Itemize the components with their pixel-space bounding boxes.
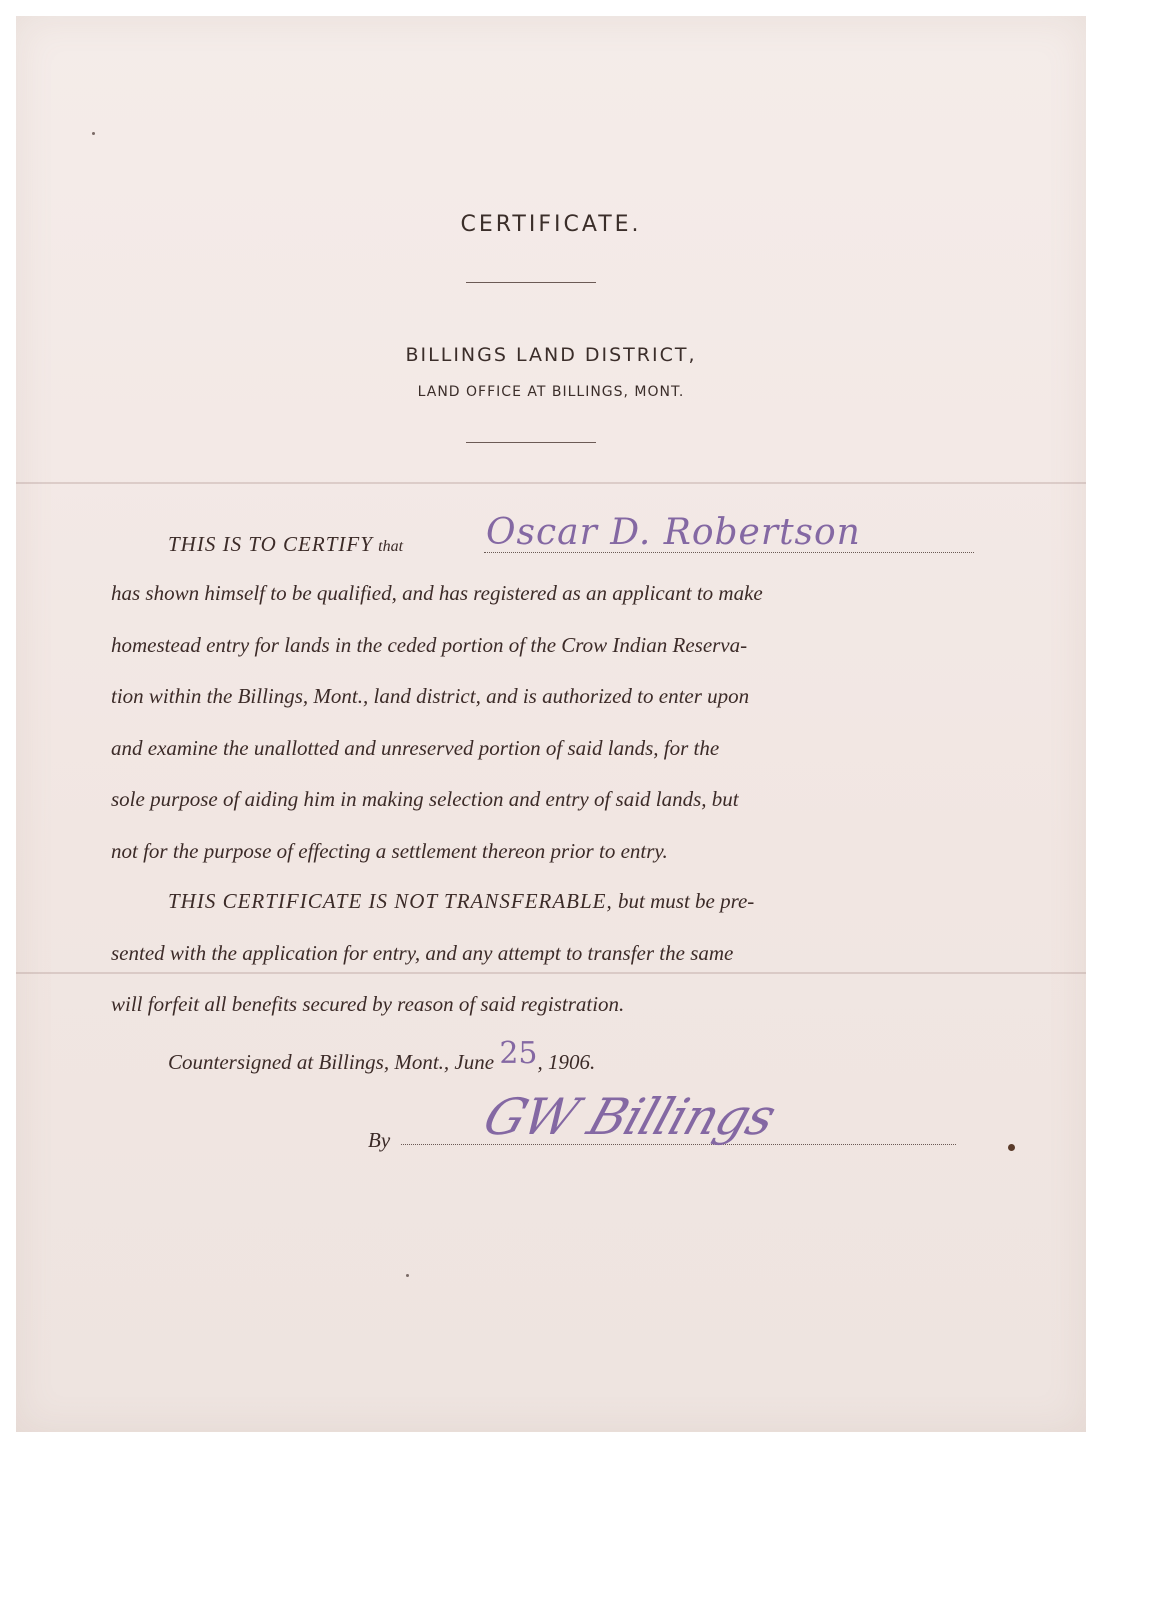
by-label: By (368, 1128, 391, 1152)
body-line-3: tion within the Billings, Mont., land district, and is authorized to enter upon (111, 684, 750, 708)
notice-tail-text: but must be pre- (618, 889, 755, 913)
countersign-year: , 1906. (537, 1050, 596, 1074)
body-line-1: has shown himself to be qualified, and has registered as an applicant to make (111, 581, 763, 605)
paper-fold-upper (16, 482, 1086, 484)
certificate-title: CERTIFICATE. (460, 212, 642, 237)
notice-line-3: will forfeit all benefits secured by reason of said registration. (111, 992, 625, 1016)
certify-lead-text: THIS IS TO CERTIFY (168, 532, 373, 556)
title-divider (466, 282, 596, 283)
certificate-paper (16, 16, 1086, 1432)
paper-fold-lower (16, 972, 1086, 974)
notice-line-2: sented with the application for entry, and any attempt to transfer the same (111, 941, 734, 965)
body-line-2: homestead entry for lands in the ceded portion of the Crow Indian Reserva- (111, 633, 748, 657)
ink-spot (1008, 1144, 1015, 1151)
certify-lead (168, 532, 403, 557)
certify-that-text: that (378, 538, 404, 555)
countersign-day-handwritten: 25 (499, 1036, 538, 1071)
applicant-name-handwritten: Oscar D. Robertson (486, 512, 861, 553)
body-line-4: and examine the unallotted and unreserved portion of said lands, for the (111, 736, 720, 760)
ink-speck (406, 1274, 409, 1277)
countersign-prefix: Countersigned at Billings, Mont., June (168, 1050, 495, 1074)
body-line-5: sole purpose of aiding him in making selection and entry of said lands, but (111, 787, 739, 811)
notice-line-1 (168, 889, 754, 914)
office-divider (466, 442, 596, 443)
ink-speck (92, 132, 95, 135)
district-heading: BILLINGS LAND DISTRICT, (405, 344, 697, 366)
body-line-6: not for the purpose of effecting a settlement thereon prior to entry. (111, 839, 668, 863)
office-subheading: LAND OFFICE AT BILLINGS, MONT. (417, 384, 685, 400)
notice-lead-text: THIS CERTIFICATE IS NOT TRANSFERABLE, (168, 889, 613, 913)
countersign-line (168, 1036, 596, 1077)
signature-handwritten: GW Billings (476, 1088, 783, 1146)
